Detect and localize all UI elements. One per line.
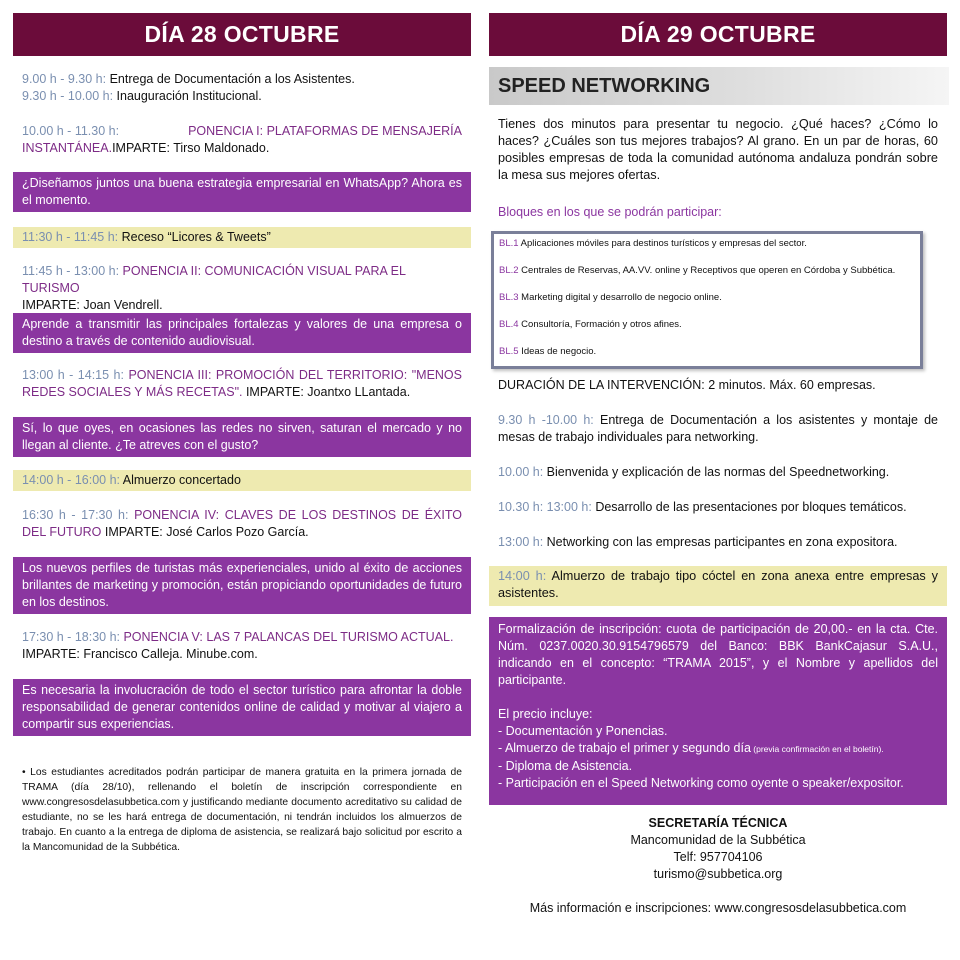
block-item: BL.5 Ideas de negocio. [499, 346, 597, 357]
secretaria-phone: Telf: 957704106 [673, 850, 763, 864]
secretaria-title: SECRETARÍA TÉCNICA [648, 816, 788, 830]
student-note: • Los estudiantes acreditados podrán participar de manera gratuita en la primera jornada de TRAMA (día 28/10), rellenando el boletín de inscripción correspondiente en www.congresosdelasubbetica.com y justificando mediante documento acreditativo su calidad de estudiante, no se les hará entrega de documentación, ni tendrán incluidos los almuerzos de trabajo. En cuanto a la entrega de diploma de asistencia, se realizará bajo solicitud por escrito a la Mancomunidad de la Subbética. [22, 767, 462, 853]
speed-item-presentations: 10.30 h: 13:00 h: Desarrollo de las presentaciones por bloques temáticos. [498, 500, 907, 514]
lunch-concertado: 14:00 h - 16:00 h: Almuerzo concertado [13, 470, 471, 491]
block-item: BL.1 Aplicaciones móviles para destinos turísticos y empresas del sector. [499, 238, 807, 249]
speed-networking-title: SPEED NETWORKING [489, 67, 949, 105]
speed-item-documentation: 9.30 h -10.00 h: Entrega de Documentación a los asistentes y montaje de mesas de trabajo individuales para networking. [498, 413, 939, 444]
duration: DURACIÓN DE LA INTERVENCIÓN: 2 minutos. Máx. 60 empresas. [498, 378, 876, 392]
ponencia-5: 17:30 h - 18:30 h: PONENCIA V: LAS 7 PALANCAS DEL TURISMO ACTUAL. IMPARTE: Francisco Calleja. Minube.com. [22, 630, 454, 661]
includes-item: - Diploma de Asistencia. [498, 759, 633, 773]
includes-title: El precio incluye: [498, 707, 593, 721]
more-info: Más información e inscripciones: www.congresosdelasubbetica.com [529, 901, 907, 915]
schedule-item-inauguration: 9.30 h - 10.00 h: Inauguración Institucional. [22, 89, 262, 103]
ponencia-4-description: Los nuevos perfiles de turistas más experienciales, unido al éxito de acciones brillantes de marketing y promoción, están propiciando oportunidades de futuro en los destinos. [13, 557, 471, 614]
includes-item: - Participación en el Speed Networking como oyente o speaker/expositor. [498, 776, 904, 790]
day-29-header: DÍA 29 OCTUBRE [489, 13, 947, 56]
ponencia-1-description: ¿Diseñamos juntos una buena estrategia empresarial en WhatsApp? Ahora es el momento. [13, 172, 471, 212]
registration-box [489, 617, 947, 805]
speed-item-lunch: 14:00 h: Almuerzo de trabajo tipo cóctel en zona anexa entre empresas y asistentes. [489, 566, 947, 606]
speed-networking-intro: Tienes dos minutos para presentar tu negocio. ¿Qué haces? ¿Cómo lo haces? ¿Cuáles son tus mejores trabajos? Al grano. En un par de horas, 60 posibles empresas de toda la comunidad autónoma andaluza pondrán sobre la mesa sus mejores ofertas. [498, 117, 938, 182]
includes-item: - Almuerzo de trabajo el primer y segundo día (previa confirmación en el boletín). [498, 741, 884, 755]
blocks-title: Bloques en los que se podrán participar: [498, 205, 722, 219]
block-item: BL.4 Consultoría, Formación y otros afines. [499, 319, 682, 330]
secretaria-email: turismo@subbetica.org [653, 867, 783, 881]
speed-item-networking: 13:00 h: Networking con las empresas participantes en zona expositora. [498, 535, 898, 549]
ponencia-2-description: Aprende a transmitir las principales fortalezas y valores de una empresa o destino a través de contenido audiovisual. [13, 313, 471, 353]
speed-item-welcome: 10.00 h: Bienvenida y explicación de las normas del Speednetworking. [498, 465, 890, 479]
ponencia-4: 16:30 h - 17:30 h: PONENCIA IV: CLAVES DE LOS DESTINOS DE ÉXITO DEL FUTURO IMPARTE: José Carlos Pozo García. [22, 508, 462, 539]
ponencia-5-description: Es necesaria la involucración de todo el sector turístico para afrontar la doble responsabilidad de generar contenidos online de calidad y motivar al viajero a compartir sus experiencias. [13, 679, 471, 736]
blocks-list [491, 231, 923, 369]
registration-fee: Formalización de inscripción: cuota de participación de 20,00.- en la cta. Cte. Núm. 0237.0020.30.9154796579 del Banco: BBK BankCajasur S.A.U., indicando en el concepto: “TRAMA 2015”, y el Nombre y apellidos del participante. [498, 622, 938, 687]
ponencia-3: 13:00 h - 14:15 h: PONENCIA III: PROMOCIÓN DEL TERRITORIO: "MENOS REDES SOCIALES Y MÁS RECETAS". IMPARTE: Joantxo LLantada. [22, 368, 462, 399]
ponencia-1: 10.00 h - 11.30 h: PONENCIA I: PLATAFORMAS DE MENSAJERÍA INSTANTÁNEA.IMPARTE: Tirso Maldonado. [22, 124, 462, 155]
ponencia-3-description: Sí, lo que oyes, en ocasiones las redes no sirven, saturan el mercado y no llegan al cliente. ¿Te atreves con el gusto? [13, 417, 471, 457]
secretaria-tecnica [489, 815, 947, 883]
block-item: BL.2 Centrales de Reservas, AA.VV. online y Receptivos que operen en Córdoba y Subbética. [499, 265, 896, 276]
block-item: BL.3 Marketing digital y desarrollo de negocio online. [499, 292, 722, 303]
break-licores-tweets: 11:30 h - 11:45 h: Receso “Licores & Tweets” [13, 227, 471, 248]
includes-item: - Documentación y Ponencias. [498, 724, 668, 738]
schedule-item-documentation: 9.00 h - 9.30 h: Entrega de Documentación a los Asistentes. [22, 72, 355, 86]
secretaria-org: Mancomunidad de la Subbética [630, 833, 806, 847]
day-28-header: DÍA 28 OCTUBRE [13, 13, 471, 56]
ponencia-2: 11:45 h - 13:00 h: PONENCIA II: COMUNICACIÓN VISUAL PARA EL TURISMO IMPARTE: Joan Vendrell. [22, 264, 406, 312]
